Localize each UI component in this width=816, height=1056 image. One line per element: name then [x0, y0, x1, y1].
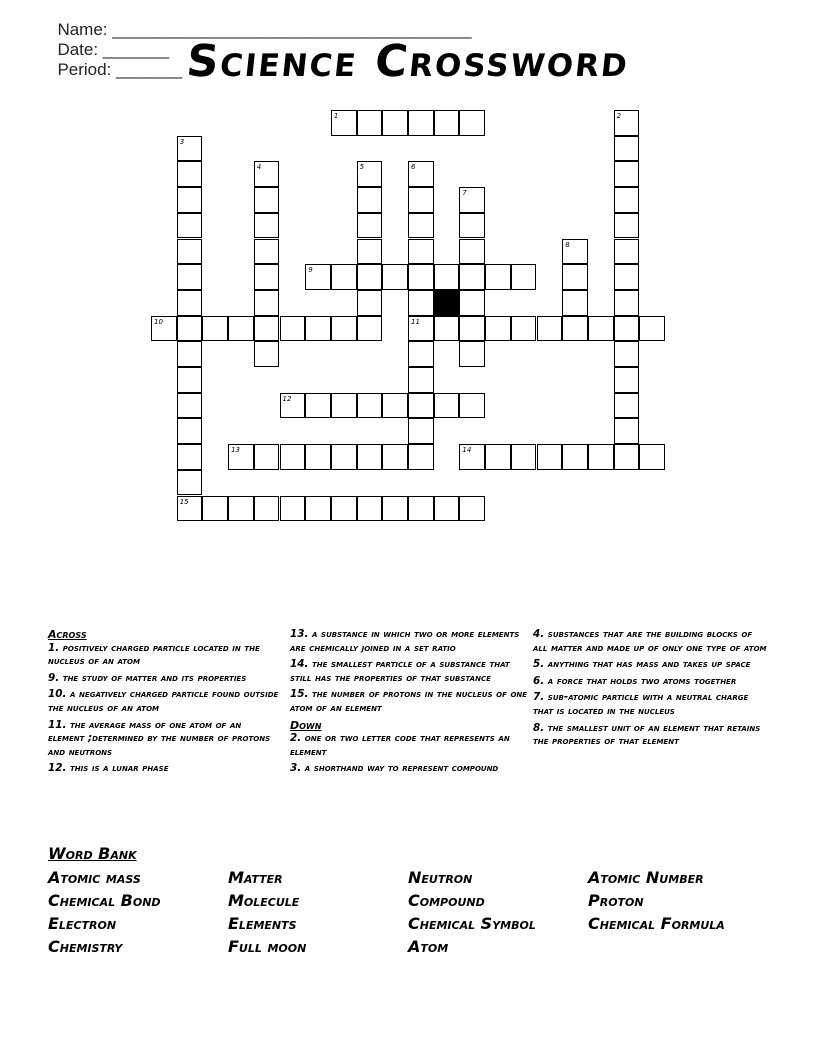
- across-heading: Across: [48, 628, 87, 641]
- crossword-cell[interactable]: [459, 213, 485, 239]
- crossword-cell[interactable]: [562, 239, 588, 265]
- crossword-cell[interactable]: [459, 239, 485, 265]
- crossword-cell[interactable]: [177, 213, 203, 239]
- crossword-cell[interactable]: [202, 316, 228, 342]
- crossword-cell[interactable]: [485, 444, 511, 470]
- blocked-cell: [434, 290, 460, 316]
- crossword-cell[interactable]: [434, 496, 460, 522]
- crossword-cell[interactable]: [254, 187, 280, 213]
- crossword-cell[interactable]: [357, 496, 383, 522]
- crossword-cell[interactable]: [408, 444, 434, 470]
- period-field[interactable]: Period: _______: [57, 60, 183, 79]
- word-bank-item: Chemical Bond: [48, 891, 161, 910]
- crossword-cell[interactable]: [305, 496, 331, 522]
- crossword-cell[interactable]: [408, 367, 434, 393]
- crossword-cell[interactable]: [511, 316, 537, 342]
- crossword-cell[interactable]: [357, 444, 383, 470]
- crossword-cell[interactable]: [459, 110, 485, 136]
- crossword-cell[interactable]: [177, 264, 203, 290]
- word-bank-item: Electron: [48, 914, 117, 933]
- crossword-cell[interactable]: [614, 444, 640, 470]
- page-title: Science Crossword: [184, 36, 632, 87]
- crossword-cell[interactable]: [280, 496, 306, 522]
- clue-number: 5: [359, 163, 365, 172]
- crossword-cell[interactable]: [511, 264, 537, 290]
- crossword-cell[interactable]: [357, 161, 383, 187]
- crossword-cell[interactable]: [408, 187, 434, 213]
- crossword-cell[interactable]: [562, 316, 588, 342]
- clue-across-10: 10. a negatively charged particle found outside the nucleus of an atom: [48, 688, 279, 714]
- crossword-cell[interactable]: [408, 316, 434, 342]
- clues-column-3: [533, 628, 769, 752]
- clue-number: 3: [179, 137, 185, 146]
- crossword-cell[interactable]: [254, 264, 280, 290]
- word-bank: [48, 868, 768, 956]
- crossword-cell[interactable]: [459, 264, 485, 290]
- word-bank-item: Matter: [228, 868, 283, 887]
- date-field[interactable]: Date: _______: [57, 40, 169, 59]
- crossword-cell[interactable]: [177, 161, 203, 187]
- crossword-cell[interactable]: [280, 444, 306, 470]
- clue-number: 10: [154, 317, 163, 326]
- crossword-cell[interactable]: [254, 239, 280, 265]
- clue-number: 4: [256, 163, 262, 172]
- clue-across-15: 15. the number of protons in the nucleus of one atom of an element: [290, 688, 528, 714]
- crossword-cell[interactable]: [177, 496, 203, 522]
- crossword-cell[interactable]: [331, 110, 357, 136]
- clue-across-13: 13. a substance in which two or more elements are chemically joined in a set ratio: [290, 628, 520, 654]
- crossword-cell[interactable]: [331, 496, 357, 522]
- crossword-cell[interactable]: [459, 341, 485, 367]
- clue-down-8: 8. the smallest unit of an element that retains the properties of that element: [533, 721, 761, 748]
- crossword-cell[interactable]: [459, 393, 485, 419]
- crossword-cell[interactable]: [485, 316, 511, 342]
- crossword-cell[interactable]: [177, 239, 203, 265]
- crossword-cell[interactable]: [408, 264, 434, 290]
- crossword-cell[interactable]: [614, 187, 640, 213]
- crossword-cell[interactable]: [177, 444, 203, 470]
- crossword-cell[interactable]: [614, 393, 640, 419]
- crossword-cell[interactable]: [305, 264, 331, 290]
- clue-number: 1: [333, 112, 339, 120]
- clue-number: 7: [462, 189, 467, 198]
- crossword-cell[interactable]: [459, 290, 485, 316]
- crossword-cell[interactable]: [357, 393, 383, 419]
- crossword-cell[interactable]: [588, 316, 614, 342]
- crossword-cell[interactable]: [228, 316, 254, 342]
- crossword-cell[interactable]: [614, 341, 640, 367]
- crossword-cell[interactable]: [408, 110, 434, 136]
- crossword-cell[interactable]: [588, 444, 614, 470]
- crossword-cell[interactable]: [228, 496, 254, 522]
- crossword-cell[interactable]: [331, 393, 357, 419]
- crossword-cell[interactable]: [614, 110, 640, 136]
- crossword-cell[interactable]: [459, 496, 485, 522]
- crossword-cell[interactable]: [614, 161, 640, 187]
- crossword-cell[interactable]: [228, 444, 254, 470]
- clue-down-6: 6. a force that holds two atoms together: [533, 674, 737, 687]
- crossword-cell[interactable]: [357, 187, 383, 213]
- crossword-cell[interactable]: [177, 393, 203, 419]
- crossword-cell[interactable]: [614, 264, 640, 290]
- word-bank-item: Atom: [408, 937, 449, 956]
- crossword-cell[interactable]: [382, 444, 408, 470]
- crossword-cell[interactable]: [382, 264, 408, 290]
- crossword-cell[interactable]: [305, 316, 331, 342]
- word-bank-item: Atomic mass: [48, 868, 141, 887]
- crossword-cell[interactable]: [614, 213, 640, 239]
- clue-down-5: 5. anything that has mass and takes up space: [533, 658, 751, 671]
- crossword-cell[interactable]: [614, 239, 640, 265]
- crossword-cell[interactable]: [202, 496, 228, 522]
- crossword-cell[interactable]: [408, 290, 434, 316]
- crossword-cell[interactable]: [331, 444, 357, 470]
- crossword-cell[interactable]: [562, 264, 588, 290]
- crossword-cell[interactable]: [614, 418, 640, 444]
- clue-down-7: 7. sub-atomic particle with a neutral charge that is located in the nucleus: [533, 691, 749, 717]
- crossword-cell[interactable]: [177, 341, 203, 367]
- name-field[interactable]: Name: ______________________________________: [57, 20, 472, 39]
- crossword-cell[interactable]: [357, 239, 383, 265]
- crossword-cell[interactable]: [434, 393, 460, 419]
- clue-number: 12: [282, 394, 292, 403]
- crossword-cell[interactable]: [177, 187, 203, 213]
- crossword-cell[interactable]: [434, 316, 460, 342]
- crossword-cell[interactable]: [177, 418, 203, 444]
- clues-column-2: [290, 628, 528, 779]
- crossword-cell[interactable]: [639, 316, 665, 342]
- crossword-cell[interactable]: [357, 264, 383, 290]
- down-heading: Down: [290, 718, 322, 732]
- crossword-cell[interactable]: [177, 290, 203, 316]
- clue-across-14: 14. the smallest particle of a substance that still has the properties of that substance: [290, 658, 510, 684]
- crossword-cell[interactable]: [459, 444, 485, 470]
- crossword-cell[interactable]: [562, 290, 588, 316]
- crossword-cell[interactable]: [537, 444, 563, 470]
- word-bank-item: Elements: [228, 914, 297, 933]
- word-bank-item: Atomic Number: [588, 868, 704, 887]
- word-bank-title: Word Bank: [48, 844, 137, 863]
- word-bank-item: Molecule: [228, 891, 300, 910]
- crossword-cell[interactable]: [408, 161, 434, 187]
- crossword-cell[interactable]: [639, 444, 665, 470]
- crossword-cell[interactable]: [357, 290, 383, 316]
- crossword-cell[interactable]: [357, 110, 383, 136]
- clue-across-12: 12. this is a lunar phase: [48, 762, 169, 775]
- clue-number: 11: [411, 317, 420, 326]
- clue-across-9: 9. the study of matter and its properties: [48, 671, 247, 684]
- crossword-cell[interactable]: [357, 213, 383, 239]
- crossword-cell[interactable]: [459, 187, 485, 213]
- crossword-cell[interactable]: [151, 316, 177, 342]
- crossword-cell[interactable]: [357, 316, 383, 342]
- word-bank-item: Neutron: [408, 868, 473, 887]
- crossword-cell[interactable]: [459, 316, 485, 342]
- clue-across-11: 11. the average mass of one atom of an element ;determined by the number of protons and neutrons: [48, 718, 271, 758]
- crossword-cell[interactable]: [254, 161, 280, 187]
- word-bank-item: Chemical Formula: [588, 914, 725, 933]
- crossword-cell[interactable]: [280, 316, 306, 342]
- crossword-cell[interactable]: [254, 213, 280, 239]
- crossword-cell[interactable]: [254, 316, 280, 342]
- crossword-cell[interactable]: [537, 316, 563, 342]
- crossword-cell[interactable]: [408, 239, 434, 265]
- clue-number: 9: [308, 266, 313, 275]
- clue-across-1: 1. positively charged particle located in the nucleus of an atom: [48, 641, 260, 668]
- crossword-cell[interactable]: [614, 316, 640, 342]
- word-bank-item: Compound: [408, 891, 485, 910]
- crossword-cell[interactable]: [305, 444, 331, 470]
- crossword-cell[interactable]: [280, 393, 306, 419]
- crossword-cell[interactable]: [382, 496, 408, 522]
- crossword-cell[interactable]: [614, 367, 640, 393]
- crossword-cell[interactable]: [408, 341, 434, 367]
- crossword-cell[interactable]: [177, 367, 203, 393]
- word-bank-item: Chemical Symbol: [408, 914, 536, 933]
- crossword-cell[interactable]: [408, 496, 434, 522]
- crossword-cell[interactable]: [254, 341, 280, 367]
- crossword-cell[interactable]: [177, 316, 203, 342]
- clue-number: 14: [462, 446, 472, 455]
- crossword-cell[interactable]: [331, 264, 357, 290]
- crossword-cell[interactable]: [177, 470, 203, 496]
- crossword-cell[interactable]: [254, 496, 280, 522]
- clue-down-3: 3. a shorthand way to represent compound: [290, 762, 499, 775]
- crossword-cell[interactable]: [408, 213, 434, 239]
- crossword-cell[interactable]: [614, 136, 640, 162]
- crossword-cell[interactable]: [485, 264, 511, 290]
- crossword-cell[interactable]: [254, 290, 280, 316]
- clue-down-2: 2. one or two letter code that represents an element: [290, 732, 510, 758]
- crossword-cell[interactable]: [382, 393, 408, 419]
- word-bank-item: Chemistry: [48, 937, 123, 956]
- clue-number: 15: [179, 497, 189, 506]
- clue-number: 2: [616, 112, 622, 120]
- crossword-cell[interactable]: [614, 290, 640, 316]
- crossword-cell[interactable]: [177, 136, 203, 162]
- clue-number: 8: [565, 240, 570, 249]
- crossword-cell[interactable]: [408, 393, 434, 419]
- clue-number: 6: [411, 163, 416, 172]
- crossword-cell[interactable]: [305, 393, 331, 419]
- crossword-cell[interactable]: [562, 444, 588, 470]
- crossword-cell[interactable]: [434, 264, 460, 290]
- crossword-cell[interactable]: [434, 110, 460, 136]
- crossword-cell[interactable]: [331, 316, 357, 342]
- crossword-cell[interactable]: [511, 444, 537, 470]
- crossword-cell[interactable]: [408, 418, 434, 444]
- crossword-cell[interactable]: [254, 444, 280, 470]
- clue-number: 13: [231, 446, 241, 455]
- word-bank-item: Full moon: [228, 937, 307, 956]
- crossword-cell[interactable]: [382, 110, 408, 136]
- clue-down-4: 4. substances that are the building blocks of all matter and made up of only one type of atom: [533, 628, 767, 654]
- clues-column-1: [48, 628, 280, 779]
- word-bank-item: Proton: [588, 891, 644, 910]
